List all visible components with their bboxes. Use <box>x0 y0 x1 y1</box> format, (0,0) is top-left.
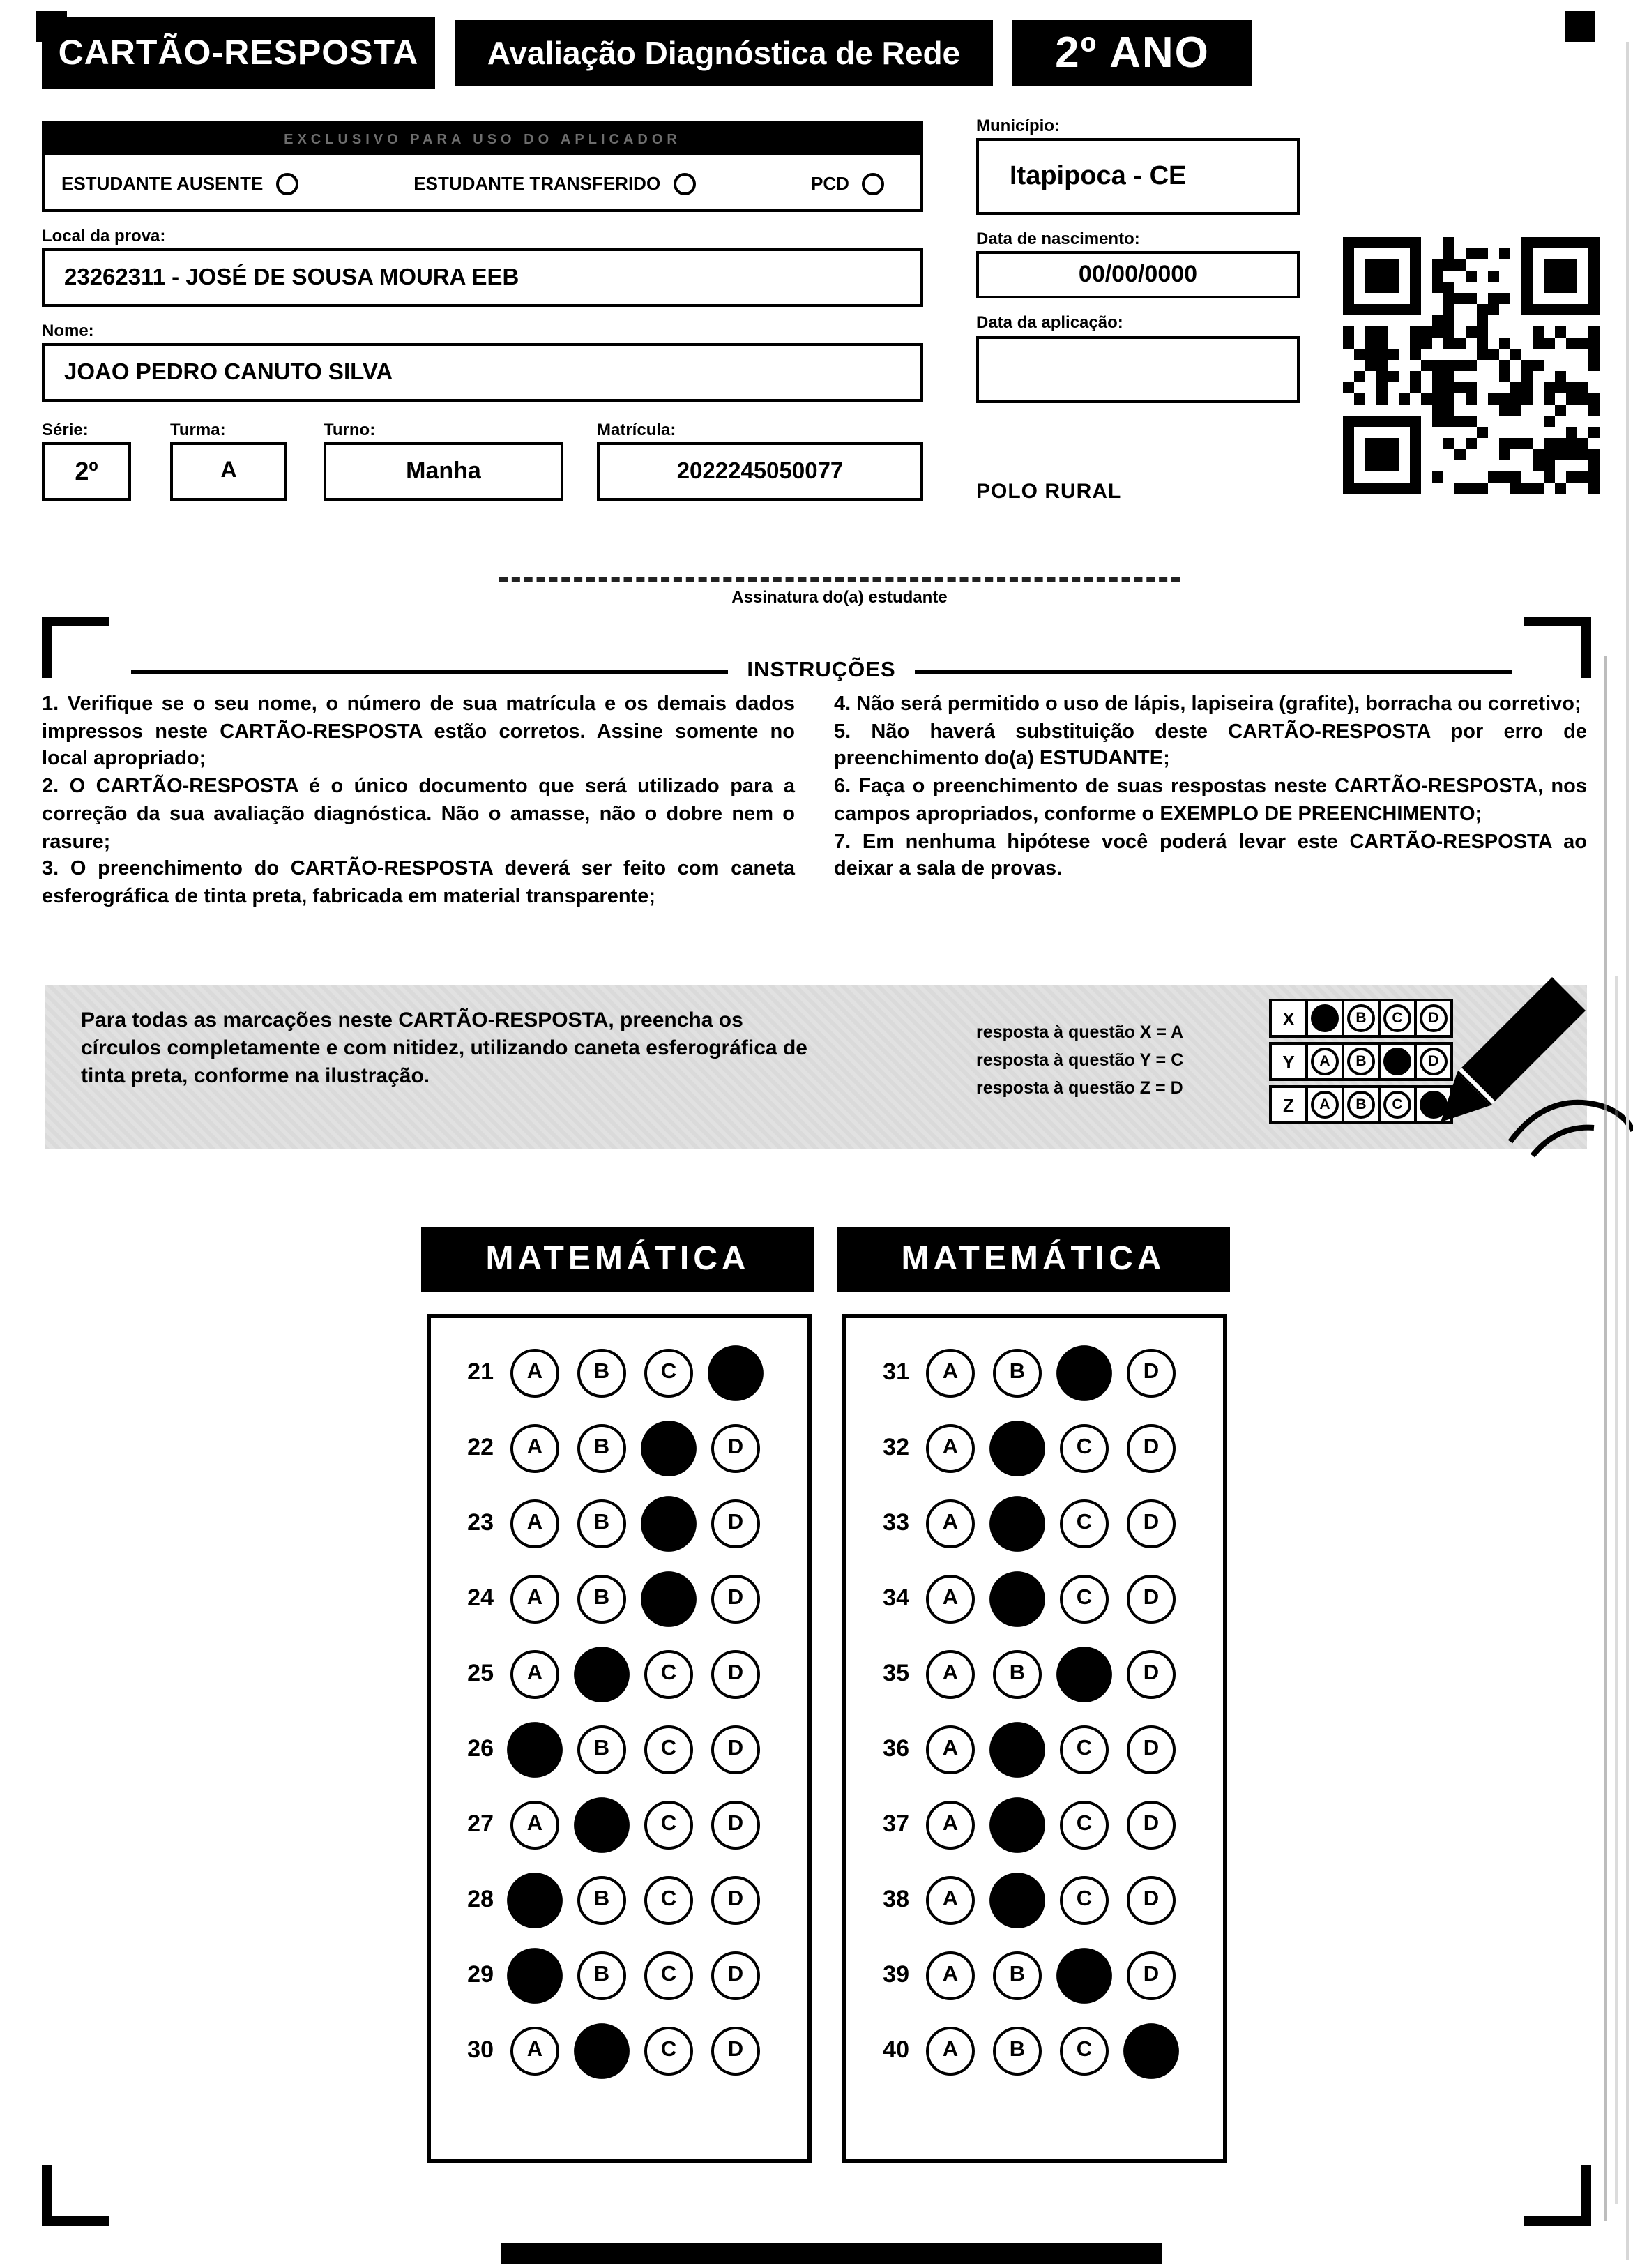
checkbox-circle-icon <box>673 172 695 195</box>
question-number: 40 <box>883 2036 909 2063</box>
question-number: 32 <box>883 1434 909 1460</box>
question-row <box>846 1335 1223 1410</box>
answer-bubble-b <box>989 1420 1045 1476</box>
question-row <box>431 1787 807 1862</box>
answer-bubble-c: C <box>644 1875 693 1924</box>
question-number: 33 <box>883 1509 909 1536</box>
section-header-matematica-1: MATEMÁTICA <box>421 1227 814 1292</box>
turno-label: Turno: <box>324 420 376 439</box>
question-row <box>846 1711 1223 1787</box>
answer-bubble-c: C <box>644 1951 693 1999</box>
answer-bubble-b: B <box>993 1951 1042 1999</box>
matricula-label: Matrícula: <box>597 420 676 439</box>
applicator-checkbox <box>811 172 884 195</box>
question-row <box>431 2013 807 2088</box>
instruction-item: 3. O preenchimento do CARTÃO-RESPOSTA deverá ser feito com caneta esferográfica de tinta preta, fabricada em material transparente; <box>42 858 795 909</box>
answer-bubble-d: D <box>1127 1423 1176 1472</box>
answer-bubble-a <box>507 1872 563 1928</box>
answer-bubble-a: A <box>926 1951 975 1999</box>
answer-bubble-a: A <box>926 1875 975 1924</box>
rule-line <box>131 669 727 673</box>
answer-bubble-a: A <box>926 1574 975 1623</box>
instruction-item: 7. Em nenhuma hipótese você poderá levar este CARTÃO-RESPOSTA ao deixar a sala de provas. <box>834 831 1587 881</box>
signature-line <box>499 577 1180 582</box>
municipio-label: Município: <box>976 116 1060 135</box>
answer-bubble-d: D <box>711 1951 760 1999</box>
question-number: 26 <box>467 1735 494 1762</box>
example-bubble-d: D <box>1420 1048 1448 1075</box>
municipio-value: Itapipoca - CE <box>976 138 1300 215</box>
question-row <box>846 1787 1223 1862</box>
example-option-cell <box>1305 1085 1344 1124</box>
crop-mark-bottom-left <box>42 2165 109 2226</box>
answer-bubble-c: C <box>644 1348 693 1397</box>
answer-bubble-c <box>641 1571 697 1626</box>
question-number: 21 <box>467 1359 494 1385</box>
answer-bubble-b: B <box>993 2026 1042 2075</box>
instruction-item: 1. Verifique se o seu nome, o número de sua matrícula e os demais dados impressos neste CARTÃO-RESPOSTA estão corretos. Assine somente no local apropriado; <box>42 693 795 771</box>
example-bubble-b: B <box>1347 1091 1375 1119</box>
answer-bubble-a: A <box>926 1800 975 1849</box>
answer-bubble-c: C <box>644 1649 693 1698</box>
answer-bubble-b <box>574 1646 630 1702</box>
answer-bubble-d: D <box>711 2026 760 2075</box>
example-option-cell <box>1342 1085 1381 1124</box>
answer-bubble-b <box>989 1797 1045 1852</box>
answer-bubble-c: C <box>1060 1800 1109 1849</box>
question-row <box>846 1636 1223 1711</box>
answer-bubble-d <box>1123 2023 1179 2078</box>
example-bubble-c: C <box>1383 1004 1411 1032</box>
example-bubble-b: B <box>1347 1048 1375 1075</box>
answer-bubble-d: D <box>1127 1499 1176 1548</box>
answer-bubble-b: B <box>577 1423 626 1472</box>
nome-label: Nome: <box>42 321 94 340</box>
question-number: 27 <box>467 1810 494 1837</box>
instruction-item: 4. Não será permitido o uso de lápis, lapiseira (grafite), borracha ou corretivo; <box>834 693 1581 716</box>
turma-value: A <box>170 442 287 501</box>
answer-bubble-d: D <box>711 1875 760 1924</box>
answer-bubble-d: D <box>1127 1574 1176 1623</box>
answer-bubble-c: C <box>644 1725 693 1774</box>
checkbox-label: PCD <box>811 173 849 194</box>
answer-bubble-c: C <box>1060 1574 1109 1623</box>
answer-bubble-c <box>1056 1345 1112 1400</box>
example-option-cell <box>1305 1042 1344 1081</box>
question-row <box>846 2013 1223 2088</box>
crop-mark-top-right <box>1524 617 1591 678</box>
sheet-subtitle: Avaliação Diagnóstica de Rede <box>455 20 993 86</box>
example-option-cell <box>1342 999 1381 1038</box>
local-da-prova-label: Local da prova: <box>42 226 166 245</box>
serie-value: 2º <box>42 442 131 501</box>
question-row <box>846 1410 1223 1485</box>
example-bubble-b: B <box>1347 1004 1375 1032</box>
question-number: 22 <box>467 1434 494 1460</box>
instruction-item: 6. Faça o preenchimento de suas respostas neste CARTÃO-RESPOSTA, nos campos apropriados, conforme o EXEMPLO DE PREENCHIMENTO; <box>834 776 1587 826</box>
scan-edge-line <box>1626 42 1629 2260</box>
bottom-registration-bar <box>501 2243 1162 2264</box>
answer-bubble-c: C <box>1060 1875 1109 1924</box>
answer-bubble-a: A <box>926 1348 975 1397</box>
instruction-item: 2. O CARTÃO-RESPOSTA é o único documento que será utilizado para a correção da sua avaliação diagnóstica. Não o amasse, não o dobre nem o rasure; <box>42 776 795 854</box>
answer-bubble-c: C <box>1060 1499 1109 1548</box>
answer-bubble-d: D <box>711 1423 760 1472</box>
example-row-label: X <box>1269 999 1308 1038</box>
applicator-checkbox-row <box>45 155 920 212</box>
question-number: 31 <box>883 1359 909 1385</box>
question-number: 25 <box>467 1660 494 1686</box>
question-row <box>846 1937 1223 2013</box>
answer-bubble-d: D <box>711 1574 760 1623</box>
answer-bubble-c <box>1056 1947 1112 2003</box>
answer-bubble-a: A <box>926 1423 975 1472</box>
answer-bubble-b: B <box>993 1649 1042 1698</box>
example-legend-line: resposta à questão Z = D <box>976 1078 1183 1098</box>
polo-rural-label: POLO RURAL <box>976 480 1122 504</box>
answer-bubble-a: A <box>510 1423 559 1472</box>
answer-bubble-d: D <box>711 1800 760 1849</box>
example-bubble-c <box>1383 1048 1411 1075</box>
answer-bubble-c: C <box>1060 1423 1109 1472</box>
example-option-cell <box>1378 1042 1417 1081</box>
fill-example-legend <box>976 1018 1262 1102</box>
answer-bubble-b: B <box>577 1875 626 1924</box>
question-row <box>431 1410 807 1485</box>
example-row-label: Z <box>1269 1085 1308 1124</box>
checkbox-circle-icon <box>862 172 884 195</box>
answer-bubble-b: B <box>577 1348 626 1397</box>
answer-bubble-a <box>507 1721 563 1777</box>
answer-bubble-b <box>574 1797 630 1852</box>
section-header-matematica-2: MATEMÁTICA <box>837 1227 1230 1292</box>
question-number: 39 <box>883 1961 909 1988</box>
answer-bubble-a: A <box>510 1800 559 1849</box>
data-aplicacao-value <box>976 336 1300 403</box>
question-number: 30 <box>467 2036 494 2063</box>
answer-bubble-a: A <box>510 2026 559 2075</box>
answer-bubble-a: A <box>510 1348 559 1397</box>
instructions-left-column <box>42 692 795 912</box>
answer-bubble-a <box>507 1947 563 2003</box>
answer-bubble-d: D <box>711 1725 760 1774</box>
registration-mark-top-right <box>1565 11 1595 42</box>
fill-example-text: Para todas as marcações neste CARTÃO-RESPOSTA, preencha os círculos completamente e com nitidez, utilizando caneta esferográfica de tinta preta, conforme na ilustração. <box>81 1008 807 1088</box>
answer-bubble-a: A <box>926 2026 975 2075</box>
answer-bubble-d: D <box>711 1649 760 1698</box>
question-number: 28 <box>467 1886 494 1912</box>
question-row <box>431 1485 807 1561</box>
example-bubble-a: A <box>1311 1048 1339 1075</box>
rule-line <box>916 669 1512 673</box>
question-number: 23 <box>467 1509 494 1536</box>
answer-bubble-a: A <box>510 1649 559 1698</box>
answer-bubble-a: A <box>510 1574 559 1623</box>
example-legend-line: resposta à questão Y = C <box>976 1050 1184 1070</box>
fill-example-panel <box>45 985 1587 1149</box>
answer-bubble-b <box>989 1721 1045 1777</box>
hand-pen-icon <box>1418 965 1633 1167</box>
data-aplicacao-label: Data da aplicação: <box>976 312 1123 332</box>
qr-code-pattern <box>1343 237 1600 494</box>
applicator-checkbox <box>413 172 695 195</box>
answer-bubble-b: B <box>577 1499 626 1548</box>
answer-bubble-d: D <box>1127 1800 1176 1849</box>
answer-bubble-c: C <box>1060 1725 1109 1774</box>
grade-badge: 2º ANO <box>1012 20 1252 86</box>
checkbox-label: ESTUDANTE TRANSFERIDO <box>413 173 661 194</box>
answer-bubble-d: D <box>1127 1649 1176 1698</box>
answer-bubble-a: A <box>510 1499 559 1548</box>
applicator-bar-label: EXCLUSIVO PARA USO DO APLICADOR <box>45 124 920 155</box>
scan-artifact-line <box>1604 656 1607 2221</box>
question-row <box>431 1711 807 1787</box>
question-number: 34 <box>883 1585 909 1611</box>
example-row-label: Y <box>1269 1042 1308 1081</box>
sheet-title: CARTÃO-RESPOSTA <box>42 17 435 89</box>
answer-bubble-c: C <box>644 2026 693 2075</box>
crop-mark-top-left <box>42 617 109 678</box>
nome-value: JOAO PEDRO CANUTO SILVA <box>42 343 923 402</box>
example-option-cell <box>1305 999 1344 1038</box>
answer-bubble-d: D <box>1127 1951 1176 1999</box>
question-number: 35 <box>883 1660 909 1686</box>
question-row <box>846 1862 1223 1937</box>
answer-grid-31-40 <box>842 1314 1227 2163</box>
answer-bubble-b: B <box>577 1725 626 1774</box>
instructions-right-column <box>834 692 1587 884</box>
data-nascimento-label: Data de nascimento: <box>976 229 1140 248</box>
answer-bubble-b <box>574 2023 630 2078</box>
question-row <box>846 1485 1223 1561</box>
turno-value: Manha <box>324 442 563 501</box>
qr-code <box>1343 237 1600 494</box>
answer-bubble-b <box>989 1495 1045 1551</box>
question-row <box>431 1862 807 1937</box>
answer-bubble-a: A <box>926 1499 975 1548</box>
example-bubble-a: A <box>1311 1091 1339 1119</box>
data-nascimento-value: 00/00/0000 <box>976 251 1300 298</box>
question-number: 36 <box>883 1735 909 1762</box>
answer-bubble-d <box>708 1345 764 1400</box>
instructions-header <box>131 658 1512 683</box>
answer-bubble-a: A <box>926 1649 975 1698</box>
checkbox-label: ESTUDANTE AUSENTE <box>61 173 264 194</box>
question-number: 29 <box>467 1961 494 1988</box>
scan-artifact-line <box>1615 976 1618 2204</box>
answer-bubble-b: B <box>577 1951 626 1999</box>
question-row <box>431 1335 807 1410</box>
local-da-prova-value: 23262311 - JOSÉ DE SOUSA MOURA EEB <box>42 248 923 307</box>
question-row <box>846 1561 1223 1636</box>
answer-bubble-b <box>989 1872 1045 1928</box>
example-option-cell <box>1342 1042 1381 1081</box>
question-number: 24 <box>467 1585 494 1611</box>
crop-mark-bottom-right <box>1524 2165 1591 2226</box>
example-bubble-a <box>1311 1004 1339 1032</box>
answer-bubble-c <box>1056 1646 1112 1702</box>
example-option-cell <box>1378 999 1417 1038</box>
question-row <box>431 1636 807 1711</box>
answer-bubble-c: C <box>644 1800 693 1849</box>
signature-label: Assinatura do(a) estudante <box>731 587 948 607</box>
applicator-checkbox <box>61 172 298 195</box>
question-row <box>431 1937 807 2013</box>
answer-bubble-d: D <box>1127 1875 1176 1924</box>
turma-label: Turma: <box>170 420 226 439</box>
answer-bubble-b: B <box>577 1574 626 1623</box>
checkbox-circle-icon <box>275 172 298 195</box>
question-row <box>431 1561 807 1636</box>
answer-bubble-d: D <box>1127 1725 1176 1774</box>
applicator-section <box>42 121 923 212</box>
example-bubble-c: C <box>1383 1091 1411 1119</box>
instructions-title: INSTRUÇÕES <box>747 658 896 682</box>
answer-bubble-c <box>641 1420 697 1476</box>
question-number: 37 <box>883 1810 909 1837</box>
matricula-value: 2022245050077 <box>597 442 923 501</box>
serie-label: Série: <box>42 420 89 439</box>
example-legend-line: resposta à questão X = A <box>976 1022 1184 1042</box>
answer-bubble-b: B <box>993 1348 1042 1397</box>
example-option-cell <box>1378 1085 1417 1124</box>
example-bubble-d: D <box>1420 1004 1448 1032</box>
answer-bubble-b <box>989 1571 1045 1626</box>
answer-bubble-a: A <box>926 1725 975 1774</box>
instruction-item: 5. Não haverá substituição deste CARTÃO-RESPOSTA por erro de preenchimento do(a) ESTUDANTE; <box>834 720 1587 771</box>
question-number: 38 <box>883 1886 909 1912</box>
answer-bubble-c: C <box>1060 2026 1109 2075</box>
answer-grid-21-30 <box>427 1314 812 2163</box>
answer-bubble-d: D <box>1127 1348 1176 1397</box>
answer-bubble-c <box>641 1495 697 1551</box>
answer-bubble-d: D <box>711 1499 760 1548</box>
